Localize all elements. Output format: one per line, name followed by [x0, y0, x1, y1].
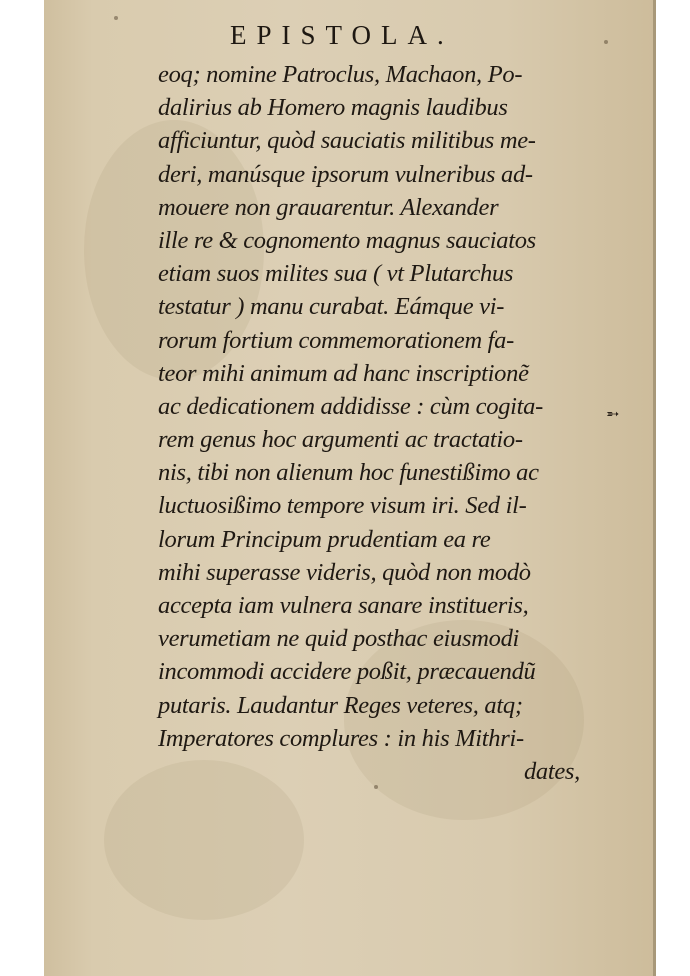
margin-pointer-mark: ➵ [606, 404, 620, 423]
text-line: etiam suos milites sua ( vt Plutarchus [158, 260, 514, 288]
catchword: dates, [523, 757, 580, 785]
text-line: accepta iam vulnera sanare institueris, [158, 592, 529, 619]
text-line: ille re & cognomento magnus sauciatos [158, 226, 536, 254]
text-line: mouere non grauarentur. Alexander [158, 193, 499, 221]
left-scan-margin [0, 0, 44, 976]
running-head: EPISTOLA. [230, 20, 454, 50]
text-line: rem genus hoc argumenti ac tractatio- [158, 426, 523, 454]
foxing-spot [604, 40, 608, 44]
text-line: dalirius ab Homero magnis laudibus [158, 94, 508, 122]
text-line: luctuosißimo tempore visum iri. Sed il- [158, 492, 527, 520]
text-line: ac dedicationem addidisse : cùm cogita- [158, 392, 543, 420]
text-line: mihi superasse videris, quòd non modò [158, 558, 531, 586]
page-edge [653, 0, 656, 976]
text-line: deri, manúsque ipsorum vulneribus ad- [158, 160, 533, 188]
text-line: testatur ) manu curabat. Eámque vi- [158, 293, 505, 321]
text-line: Imperatores complures : in his Mithri- [158, 724, 524, 752]
foxing-spot [114, 16, 118, 20]
text-line: afficiuntur, quòd sauciatis militibus me- [158, 127, 536, 155]
text-line: incommodi accidere poßit, præcauendũ [158, 658, 536, 686]
text-line: nis, tibi non alienum hoc funestißimo ac [158, 459, 539, 487]
text-line: lorum Principum prudentiam ea re [158, 525, 491, 553]
text-line: rorum fortium commemorationem fa- [158, 326, 514, 354]
right-scan-margin [656, 0, 690, 976]
body-text [158, 58, 608, 788]
text-line: eoq; nomine Patroclus, Machaon, Po- [158, 61, 523, 88]
text-line: teor mihi animum ad hanc inscriptionẽ [158, 359, 529, 387]
text-line: verumetiam ne quid posthac eiusmodi [158, 625, 520, 653]
text-line: putaris. Laudantur Reges veteres, atq; [158, 691, 523, 719]
